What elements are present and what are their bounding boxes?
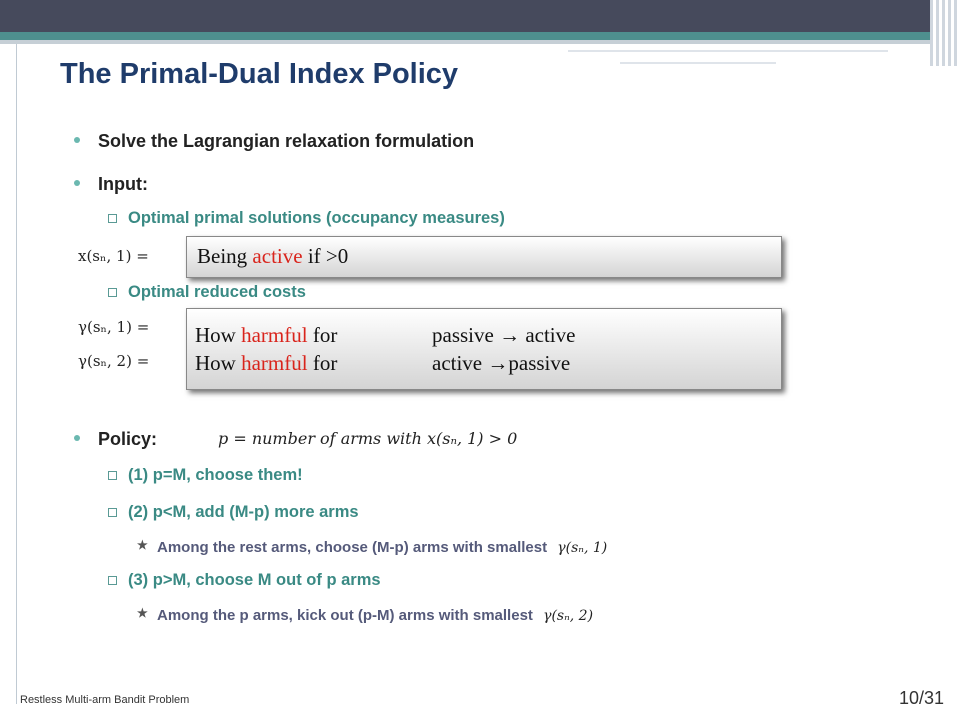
white-bar: [0, 44, 568, 52]
math-gamma-sn2: γ(sₙ, 2) =: [78, 352, 150, 370]
text: if >0: [302, 244, 349, 268]
text: How: [195, 351, 242, 375]
footer-text: Restless Multi-arm Bandit Problem: [20, 694, 190, 706]
text: for: [307, 323, 338, 347]
math-gamma2: γ(sₙ, 2): [543, 608, 594, 624]
bullet-text: (2) p<M, add (M-p) more arms: [128, 503, 359, 521]
page-number: 10/31: [898, 688, 944, 708]
callout-box-active: [186, 236, 782, 278]
sub-bullet-reduced: [108, 283, 306, 302]
bullet-text: (1) p=M, choose them!: [128, 466, 303, 484]
sub-bullet-case3: [108, 571, 381, 590]
bullet-text: (3) p>M, choose M out of p arms: [128, 571, 381, 589]
callout-text: [197, 244, 348, 269]
top-bar: [0, 0, 960, 32]
star-bullet: ★: [137, 538, 148, 552]
deco-line: [620, 62, 776, 64]
highlight-text: active: [252, 244, 303, 268]
slide-title: The Primal-Dual Index Policy: [60, 58, 459, 90]
bullet-text: Optimal reduced costs: [128, 283, 306, 301]
bullet-lagrangian: [74, 131, 474, 152]
sub-sub-bullet-case3: [137, 607, 593, 624]
sub-sub-bullet-case2: [137, 539, 607, 556]
square-bullet: [108, 214, 117, 223]
right-decoration: [930, 0, 960, 66]
callout-line: [195, 323, 337, 348]
square-bullet: [108, 508, 117, 517]
square-bullet: [108, 576, 117, 585]
callout-line-direction: active →passive: [432, 351, 571, 375]
sub-bullet-primal: [108, 209, 505, 228]
text: Being: [197, 244, 253, 268]
callout-box-harmful: [186, 308, 782, 390]
math-gamma-sn1: γ(sₙ, 1) =: [78, 318, 150, 336]
teal-band: [0, 32, 930, 40]
left-rule: [16, 44, 17, 704]
callout-line: [195, 351, 337, 376]
bullet-dot: [74, 137, 80, 143]
square-bullet: [108, 288, 117, 297]
math-gamma1: γ(sₙ, 1): [557, 540, 608, 556]
bullet-policy: [74, 429, 157, 450]
bullet-dot: [74, 435, 80, 441]
highlight-text: harmful: [241, 351, 308, 375]
bullet-text: Optimal primal solutions (occupancy measures): [128, 209, 505, 227]
highlight-text: harmful: [241, 323, 308, 347]
bullet-text: Solve the Lagrangian relaxation formulation: [98, 131, 475, 151]
deco-line: [568, 50, 888, 52]
bullet-dot: [74, 180, 80, 186]
bullet-text: Policy:: [98, 429, 158, 449]
square-bullet: [108, 471, 117, 480]
text: for: [307, 351, 338, 375]
math-policy-definition: p = number of arms with x(sₙ, 1) > 0: [218, 429, 518, 448]
callout-line-direction: passive → active: [432, 323, 576, 347]
text: How: [195, 323, 242, 347]
bullet-text: Among the rest arms, choose (M-p) arms with smallest: [157, 539, 548, 556]
bullet-text: Input:: [98, 174, 148, 194]
sub-bullet-case2: [108, 503, 359, 522]
math-x-sn1: x(sₙ, 1) =: [78, 247, 149, 265]
bullet-input: [74, 174, 148, 195]
sub-bullet-case1: [108, 466, 303, 485]
bullet-text: Among the p arms, kick out (p-M) arms with smallest: [157, 607, 533, 624]
star-bullet: ★: [137, 606, 148, 620]
